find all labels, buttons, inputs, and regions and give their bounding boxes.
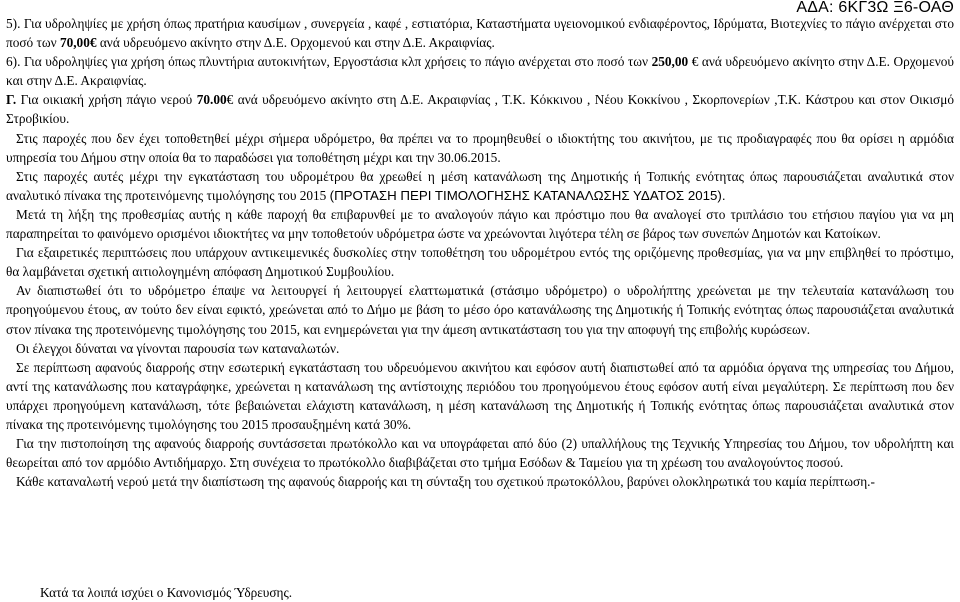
item-g-text-a: Για οικιακή χρήση πάγιο νερού [16, 92, 197, 108]
footnote-regulation: Κατά τα λοιπά ισχύει ο Κανονισμός Ύδρευσης. [40, 585, 293, 600]
paragraph-average-consumption [6, 167, 954, 205]
paragraph-hidden-leak: Σε περίπτωση αφανούς διαρροής στην εσωτερική εγκατάσταση του υδρευόμενου ακινήτου και εφόσον αυτή διαπιστωθεί από τα αρμόδια όργανα της υπηρεσίας του Δήμου, αντί της κατανάλωσης που καταγράφηκε, χρεώνεται η κατανάλωση της αντίστοιχης περιόδου του προηγούμενου έτους εφόσον αυτή είναι μεγαλύτερη. Σε περίπτωση που δεν υπάρχει προηγούμενη κατανάλωση, τότε βεβαιώνεται ελάχιστη κατανάλωση, η μέση κατανάλωση της Δημοτικής ή Τοπικής ενότητας όπως παρουσιάζεται αναλυτικά στον πίνακα της προτεινόμενης τιμολόγησης του 2015 προσαυξημένη κατά 30%. [6, 359, 954, 432]
paragraph-inspections: Οι έλεγχοι δύναται να γίνονται παρουσία των καταναλωτών. [16, 340, 340, 356]
item-5-text-b: ανά υδρευόμενο ακίνητο στην Δ.Ε. Ορχομενού και στην Δ.Ε. Ακραιφνίας. [96, 35, 495, 51]
paragraph-faulty-meter: Αν διαπιστωθεί ότι το υδρόμετρο έπαψε να λειτουργεί ή λειτουργεί ελαττωματικά (στάσιμο υδρόμετρο) ο υδρολήπτης χρεώνεται με την τελευταία κατανάλωση του προηγούμενου έτους, αν τούτο δεν είναι εφικτό, χρεώνεται από το Δήμο με βάση το μέσο όρο κατανάλωσης της Δημοτικής ή Τοπικής ενότητας όπως παρουσιάζεται αναλυτικά στον πίνακα της προτεινόμενης τιμολόγησης του 2015, και ενημερώνεται για την άμεση αντικατάσταση του για την αποφυγή της επιβολής κυρώσεων. [6, 283, 954, 337]
item-g [6, 90, 954, 128]
item-g-text-b: € ανά υδρευόμενο ακίνητο στη Δ.Ε. Ακραιφνίας , Τ.Κ. Κόκκινου , Νέου Κοκκίνου , Σκορπονερίων ,Τ.Κ. Κάστρου και στον Οικισμό Στροβικίου. [6, 92, 954, 127]
item-5 [6, 14, 954, 52]
item-6-text-b: € ανά υδρευόμενο ακίνητο στην Δ.Ε. Ορχομενού και στην Δ.Ε. Ακραιφνίας. [6, 54, 954, 89]
item-6-amount: 250,00 [651, 54, 689, 70]
item-5-text-a: 5). Για υδροληψίες με χρήση όπως πρατήρια καυσίμων , συνεργεία , καφέ , εστιατόρια, Καταστήματα υγειονομικού ενδιαφέροντος, Ιδρύματα, Βιοτεχνίες το πάγιο ανέρχεται στο ποσό των [6, 16, 954, 51]
paragraph-leak-certification: Για την πιστοποίηση της αφανούς διαρροής συντάσσεται πρωτόκολλο και να υπογράφεται από δύο (2) υπαλλήλους της Τεχνικής Υπηρεσίας του Δήμου, τον υδρολήπτη και θεωρείται από τον αρμόδιο Αντιδήμαρχο. Στη συνέχεια το πρωτόκολλο διαβιβάζεται στο τμήμα Εσόδων & Ταμείου για τη χρέωση του αναλογούντος ποσού. [6, 436, 954, 471]
paragraph-exceptions: Για εξαιρετικές περιπτώσεις που υπάρχουν αντικειμενικές δυσκολίες στην τοποθέτηση του υδρομέτρου εντός της οριζόμενης προθεσμίας, για να μην επιβληθεί το πρόστιμο, θα λαμβάνεται σχετική αιτιολογημένη απόφαση Δημοτικού Συμβουλίου. [6, 245, 954, 280]
document-body [6, 14, 954, 491]
paragraph-average-consumption-text: Στις παροχές αυτές μέχρι την εγκατάσταση του υδρομέτρου θα χρεωθεί η μέση κατανάλωση της Δημοτικής ή Τοπικής ενότητας όπως παρουσιάζεται αναλυτικά στον αναλυτικό πίνακα της προτεινόμενης τιμολόγησης του 2015 [6, 168, 954, 203]
item-5-amount: 70,00€ [59, 35, 97, 51]
pricing-proposal-reference: (ΠΡΟΤΑΣΗ ΠΕΡΙ ΤΙΜΟΛΟΓΗΣΗΣ ΚΑΤΑΝΑΛΩΣΗΣ ΥΔΑΤΟΣ 2015). [329, 187, 726, 203]
paragraph-consumer-liability: Κάθε καταναλωτή νερού μετά την διαπίστωση της αφανούς διαρροής και τη σύνταξη του σχετικού πρωτοκόλλου, βαρύνει ολοκληρωτικά του καμία περίπτωση.- [16, 474, 875, 490]
ada-code: ΑΔΑ: 6ΚΓ3Ω Ξ6-ΟΑΘ [796, 0, 954, 16]
item-g-label: Γ. [6, 92, 17, 108]
item-6-text-a: 6). Για υδροληψίες για χρήση όπως πλυντήρια αυτοκινήτων, Εργοστάσια κλπ χρήσεις το πάγιο ανέρχεται στο ποσό των [6, 54, 652, 70]
item-6 [6, 52, 954, 90]
item-g-amount: 70.00 [196, 92, 227, 108]
paragraph-meter-installation: Στις παροχές που δεν έχει τοποθετηθεί μέχρι σήμερα υδρόμετρο, θα πρέπει να το προμηθευθεί ο ιδιοκτήτης του ακινήτου, με τις προδιαγραφές που θα ορίσει η αρμόδια υπηρεσία του Δήμου στην οποία θα το παραδώσει για τοποθέτηση μέχρι και την 30.06.2015. [6, 130, 954, 165]
paragraph-deadline-penalty: Μετά τη λήξη της προθεσμίας αυτής η κάθε παροχή θα επιβαρυνθεί με το αναλογούν πάγιο και πρόστιμο που θα αναλογεί στο τριπλάσιο του ετήσιου παγίου για να μη παραπηρείται το φαινόμενο ορισμένοι ιδιοκτήτες να μην τοποθετούν υδρόμετρα ώστε να χρεώνονται λιγότερα τέλη σε βάρος των συνεπών Δημοτών και Κατοίκων. [6, 206, 954, 242]
